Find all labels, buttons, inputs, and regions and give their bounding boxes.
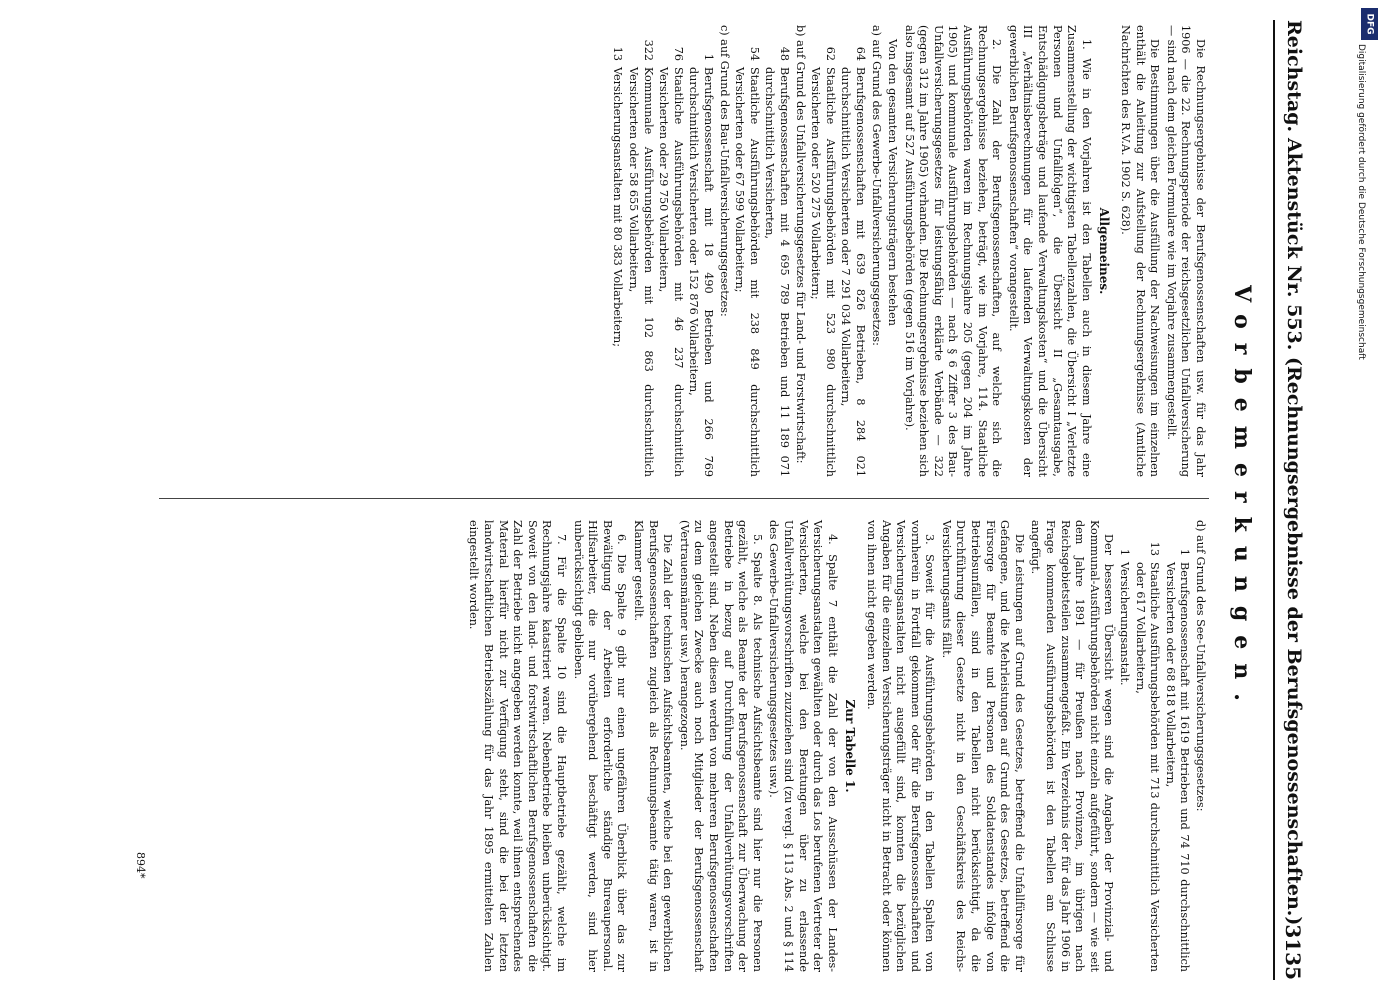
- list-item-text: Kommunale Ausführungsbehörden mit 102 863 durchschnittlich Versicherten oder 58 655 Vollarbeitern,: [627, 67, 655, 477]
- list-a-heading: a) auf Grund des Gewerbe-Unfallversicherungsgesetzes:: [869, 25, 883, 346]
- list-item: [1132, 520, 1161, 972]
- paragraph-exclusions: Die Leistungen auf Grund des Gesetzes, betreffend die Unfallfürsorge für Gefangene, und die Mehrleistungen auf Grund des Gesetzes, betreffend die Fürsorge für Beamte und Personen des Soldatenstandes infolge von Betriebsunfällen, sind in den Tabellen nicht berücksichtigt, da die Durchführung dieser Gesetze nicht in den Geschäftskreis des Reichs-Versicherungsamts fällt.: [939, 520, 1026, 972]
- list-item-number: 62: [823, 46, 837, 61]
- paragraph-2: 2. Die Zahl der Berufsgenossenschaften, auf welche sich die Rechnungsergebnisse beziehen, beträgt, wie im Vorjahre, 114. Staatliche Ausführungsbehörden waren im Rechnungsjahre 205 (gegen 204 im Jahre 1905) und kommunale Ausführungsbehörden — nach § 6 Ziffer 3 des Bau-Unfallversicherungsgesetzes für leistungsfähig erklärte Verbände — 322 (gegen 312 im Jahre 1905) vorhanden. Die Rechnungsergebnisse beziehen sich also insgesamt auf 527 Ausführungsbehörden (gegen 516 im Vorjahre).: [902, 25, 1004, 477]
- paragraph-3-columns: 3. Soweit für die Ausführungsbehörden in den Tabellen Spalten von vornherein in Fortfall gekommen oder für die Berufsgenossenschaften und Versicherungsanstalten nicht ausgefüllt sind, konnten die bezüglichen Angaben für die einzelnen Versicherungsträger nicht in Betracht oder können von ihnen nicht gegeben werden.: [864, 520, 937, 972]
- page-header: [1275, 20, 1305, 980]
- list-item-number: 1: [702, 53, 715, 61]
- list-item: [610, 25, 625, 477]
- list-item: [732, 25, 761, 477]
- list-item-number: 64: [853, 46, 867, 61]
- allgemeines-heading: Allgemeines.: [1097, 207, 1112, 295]
- paragraph-7: 7. Für die Spalte 10 sind die Hauptbetriebe gezählt, welche im Rechnungsjahre katastriert waren. Nebenbetriebe bleiben unberücksichtigt. Soweit von den land- und forstwirtschaftlichen Berufsgenossenschaften die Zahl der Betriebe nicht angegeben werden konnte, weil ihnen entsprechendes Material hierfür nicht zur Verfügung steht, sind die bei der letzten landwirtschaftlichen Betriebszählung für das Jahr 1895 ermittelten Zahlen eingestellt worden.: [467, 520, 569, 972]
- list-d-heading: d) auf Grund des See-Unfallversicherungsgesetzes:: [1194, 520, 1207, 812]
- paragraph-6: 6. Die Spalte 9 gibt nur einen ungefähren Überblick über das zur Bewältigung der Arbeiten erforderliche ständige Bureaupersonal. Hilfsarbeiter, die nur vorübergehend beschäftigt werden, sind hier unberücksichtigt geblieben.: [571, 520, 629, 972]
- list-item-number: 322: [641, 39, 655, 61]
- list-item: [808, 25, 837, 477]
- list-item-text: Versicherungsanstalt.: [1118, 562, 1132, 686]
- header-document-title: Aktenstück Nr. 553. (Rechnungsergebnisse der Berufsgenossenschaften.): [1283, 138, 1305, 926]
- list-c-heading: c) auf Grund des Bau-Unfallversicherungsgesetzes:: [717, 25, 731, 317]
- list-item-text: Versicherungsanstalten mit 80 383 Vollarbeitern;: [611, 67, 625, 348]
- left-column: [609, 25, 1207, 477]
- paragraph-5b: Die Zahl der technischen Aufsichtsbeamten, welche bei den gewerblichen Berufsgenossenschaften zugleich als Rechnungsbeamte tätig waren, ist in Klammer gestellt.: [632, 520, 675, 972]
- list-item-text: Berufsgenossenschaft mit 18 490 Betrieben und 266 769 durchschnittlich Versicherten oder 152 876 Vollarbeitern,: [687, 67, 715, 477]
- list-item-number: 13: [1148, 541, 1162, 556]
- list-item-text: Staatliche Ausführungsbehörden mit 713 durchschnittlich Versicherten oder 617 Vollarbeitern,: [1133, 562, 1162, 972]
- digitization-credit: Digitalisierung gefördert durch die Deutsche Forschungsgemeinschaft: [1356, 44, 1366, 360]
- list-item: [686, 25, 715, 477]
- list-item: [838, 25, 867, 477]
- list-item-text: Berufsgenossenschaften mit 639 826 Betrieben, 8 284 021 durchschnittlich Versicherten oder 7 291 034 Vollarbeitern,: [839, 67, 867, 477]
- list-item-text: Staatliche Ausführungsbehörden mit 238 849 durchschnittlich Versicherten oder 67 599 Vollarbeitern;: [733, 67, 761, 477]
- header-reichstag: Reichstag.: [1283, 20, 1305, 133]
- list-item-number: 76: [671, 46, 685, 61]
- list-item-text: Staatliche Ausführungsbehörden mit 46 237 durchschnittlich Versicherten oder 29 750 Vollarbeitern,: [657, 67, 685, 477]
- list-item-text: Staatliche Ausführungsbehörden mit 523 980 durchschnittlich Versicherten oder 520 275 Vollarbeitern;: [809, 67, 837, 477]
- list-item: [762, 25, 791, 477]
- header-rule: [1273, 20, 1275, 980]
- list-item: [656, 25, 685, 477]
- paragraph-1: 1. Wie in den Vorjahren ist den Tabellen auch in diesem Jahre eine Zusammenstellung der wichtigsten Tabellenzahlen, die Übersicht I „Verletzte Personen und Unfallfolgen“, die Übersicht II „Gesamtausgabe, Entschädigungsbeträge und laufende Verwaltungskosten“ und die Übersicht III „Verhältnisberechnungen für die laufenden Verwaltungskosten der gewerblichen Berufsgenossenschaften“ vorangestellt.: [1006, 25, 1093, 477]
- list-item: [1162, 520, 1191, 972]
- list-item: [1116, 520, 1131, 972]
- page-number: 3135: [1281, 924, 1305, 980]
- list-item: [625, 25, 654, 477]
- rotated-document-page: [35, 20, 1335, 980]
- paragraph-overview: Der besseren Übersicht wegen sind die Angaben der Provinzial- und Kommunal-Ausführungsbehörden nicht einzeln aufgeführt, sondern — wie seit dem Jahre 1891 — für Preußen nach Provinzen, im übrigen nach Reichsgebietsteilen zusammengefaßt. Ein Verzeichnis der für das Jahr 1906 in Frage kommenden Ausführungsbehörden ist den Tabellen am Schlusse angefügt.: [1029, 520, 1116, 972]
- list-item-number: 54: [747, 46, 761, 61]
- intro-paragraph-2: Die Bestimmungen über die Ausfüllung der Nachweisungen im einzelnen enthält die Anleitung zur Aufstellung der Rechnungsergebnisse (Amtliche Nachrichten des R.V.A. 1902 S. 628).: [1119, 25, 1162, 477]
- tabelle-1-heading: Zur Tabelle 1.: [843, 699, 858, 793]
- section-title: Vorbemerkungen.: [1229, 285, 1255, 715]
- list-b-heading: b) auf Grund des Unfallversicherungsgesetzes für Land- und Forstwirtschaft:: [793, 25, 807, 464]
- right-column: [464, 520, 1207, 972]
- intro-paragraph-1: Die Rechnungsergebnisse der Berufsgenossenschaften usw. für das Jahr 1906 — die 22. Rechnungsperiode der reichsgesetzlichen Unfallversicherung — sind nach dem gleichen Formulare wie im Vorjahre zusammengestellt.: [1164, 25, 1207, 477]
- paragraph-5: 5. Spalte 8. Als technische Aufsichtsbeamte sind hier nur die Personen gezählt, welche als Beamte der Berufsgenossenschaft zur Überwachung der Betriebe in bezug auf Durchführung der Unfallverhütungsvorschriften angestellt sind. Neben diesen werden von mehreren Berufsgenossenschaften zu dem gleichen Zwecke auch noch Mitglieder der Berufsgenossenschaft (Vertrauensmänner usw.) herangezogen.: [677, 520, 764, 972]
- dfg-logo-text: DFG: [1364, 13, 1375, 35]
- list-item-text: Berufsgenossenschaft mit 1619 Betrieben und 74 710 durchschnittlich Versicherten oder 68 818 Vollarbeitern,: [1163, 562, 1192, 972]
- list-item-number: 13: [611, 46, 625, 61]
- paragraph-3: Von den gesamten Versicherungsträgern bestehen: [886, 39, 900, 326]
- column-divider: [159, 498, 1209, 499]
- list-item-number: 48: [777, 46, 791, 61]
- list-item-number: 1: [1178, 548, 1192, 556]
- folio-mark: 894*: [134, 852, 147, 879]
- list-item-text: Berufsgenossenschaften mit 4 695 789 Betrieben und 11 189 071 durchschnittlich Versicherten,: [763, 67, 791, 477]
- paragraph-4: 4. Spalte 7 enthält die Zahl der von den Ausschüssen der Landes-Versicherungsanstalten gewählten oder durch das Los berufenen Vertreter der Versicherten, welche bei den Beratungen über zu erlassende Unfallverhütungsvorschriften zuzuziehen sind (zu vergl. § 113 Abs. 2 und § 114 des Gewerbe-Unfallversicherungsgesetzes usw.).: [767, 520, 839, 972]
- dfg-logo: [1361, 8, 1378, 40]
- list-item-number: 1: [1118, 548, 1132, 556]
